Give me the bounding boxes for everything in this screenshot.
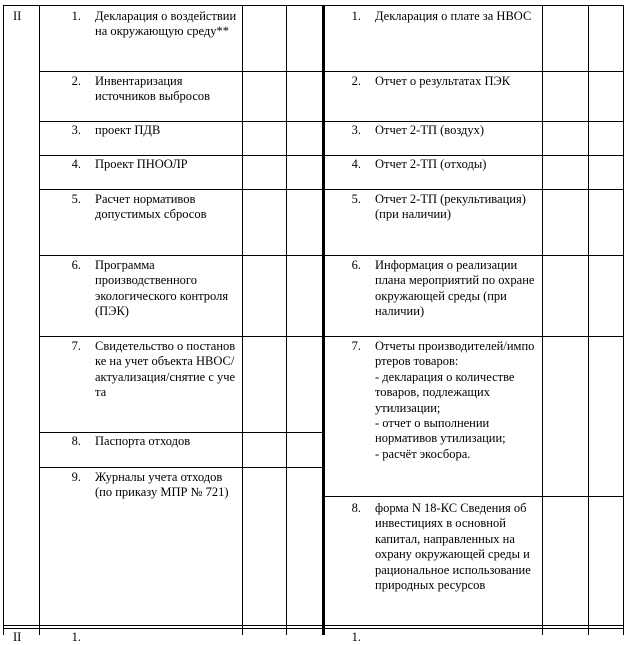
item-number: 5. xyxy=(71,192,81,206)
left-row-sep xyxy=(39,255,322,256)
right-row-sep xyxy=(325,155,623,156)
right-item-text: Отчет 2-ТП (воздух) xyxy=(375,123,485,137)
sub-item: - декларация о количестве товаров, подлежащих утилизации; xyxy=(375,369,515,415)
left-row-sep xyxy=(39,336,322,337)
section-col-divider xyxy=(39,5,40,635)
left-item-text: Проект ПНООЛР xyxy=(95,157,188,171)
right-row-sep xyxy=(325,121,623,122)
item-number: 4. xyxy=(71,157,81,171)
center-divider xyxy=(322,5,325,635)
item-number: 1. xyxy=(351,9,361,23)
left-item-text: Журналы учета отходов (по приказу МПР № 721) xyxy=(95,470,229,500)
section-label: II xyxy=(13,9,22,23)
left-item-text: проект ПДВ xyxy=(95,123,161,137)
item-number: 4. xyxy=(351,157,361,171)
right-row-sep xyxy=(325,189,623,190)
left-row-sep xyxy=(39,189,322,190)
left-row-sep xyxy=(39,155,322,156)
item-number: 3. xyxy=(351,123,361,137)
item-number: 7. xyxy=(71,339,81,353)
left-row-sep xyxy=(39,121,322,122)
right-row-sep xyxy=(325,496,623,497)
item-number: 8. xyxy=(351,501,361,515)
left-row-sep xyxy=(39,432,322,433)
left-col-divider-2 xyxy=(286,5,287,635)
table-border-top xyxy=(3,5,624,6)
left-item-text: Свидетельство о постановке на учет объекта НВОС/актуализация/снятие с учета xyxy=(95,339,236,400)
item-number: 2. xyxy=(71,74,81,88)
right-item-text: Информация о реализации плана мероприятий по охране окружающей среды (при наличии) xyxy=(375,258,535,319)
item-number: 5. xyxy=(351,192,361,206)
left-item-text: Программа производственного экологического контроля (ПЭК) xyxy=(95,258,229,319)
right-item-text: Декларация о плате за НВОС xyxy=(375,9,532,23)
right-col-divider-2 xyxy=(588,5,589,635)
item-number: 6. xyxy=(71,258,81,272)
right-row-sep xyxy=(325,255,623,256)
left-col-divider-1 xyxy=(242,5,243,635)
item-number: 1. xyxy=(351,630,361,644)
item-number: 3. xyxy=(71,123,81,137)
left-item-text: Декларация о воздействии на окружающую среду** xyxy=(95,9,237,39)
table-border-right xyxy=(623,5,624,635)
right-item-text: Отчет 2-ТП (отходы) xyxy=(375,157,487,171)
item-number: 1. xyxy=(71,630,81,644)
right-col-divider-1 xyxy=(542,5,543,635)
item-number: 1. xyxy=(71,9,81,23)
right-item-text: Отчет о результатах ПЭК xyxy=(375,74,511,88)
section-bottom-rule xyxy=(3,625,624,626)
item-number: 2. xyxy=(351,74,361,88)
right-row-sep xyxy=(325,71,623,72)
left-item-text: Расчет нормативов допустимых сбросов xyxy=(95,192,207,222)
section-bottom-rule xyxy=(3,628,624,629)
section-label-next: II xyxy=(13,630,22,644)
right-item-text: Отчет 2-ТП (рекультивация) (при наличии) xyxy=(375,192,526,222)
left-row-sep xyxy=(39,71,322,72)
left-row-sep xyxy=(39,467,322,468)
item-number: 9. xyxy=(71,470,81,484)
right-item-text xyxy=(375,339,535,462)
table-border-left xyxy=(3,5,4,635)
sub-item: - расчёт экосбора. xyxy=(375,446,471,461)
item-number: 8. xyxy=(71,434,81,448)
item-number: 7. xyxy=(351,339,361,353)
left-item-text: Инвентаризация источников выбросов xyxy=(95,74,211,104)
right-item-head: Отчеты производителей/импортеров товаров: xyxy=(375,339,535,369)
right-item-text: форма N 18-КС Сведения об инвестициях в основной капитал, направленных на охрану окружающей среды и рациональное использование природных ресурсов xyxy=(375,501,531,593)
left-item-text: Паспорта отходов xyxy=(95,434,191,448)
right-row-sep xyxy=(325,336,623,337)
item-number: 6. xyxy=(351,258,361,272)
sub-item: - отчет о выполнении нормативов утилизации; xyxy=(375,416,506,446)
